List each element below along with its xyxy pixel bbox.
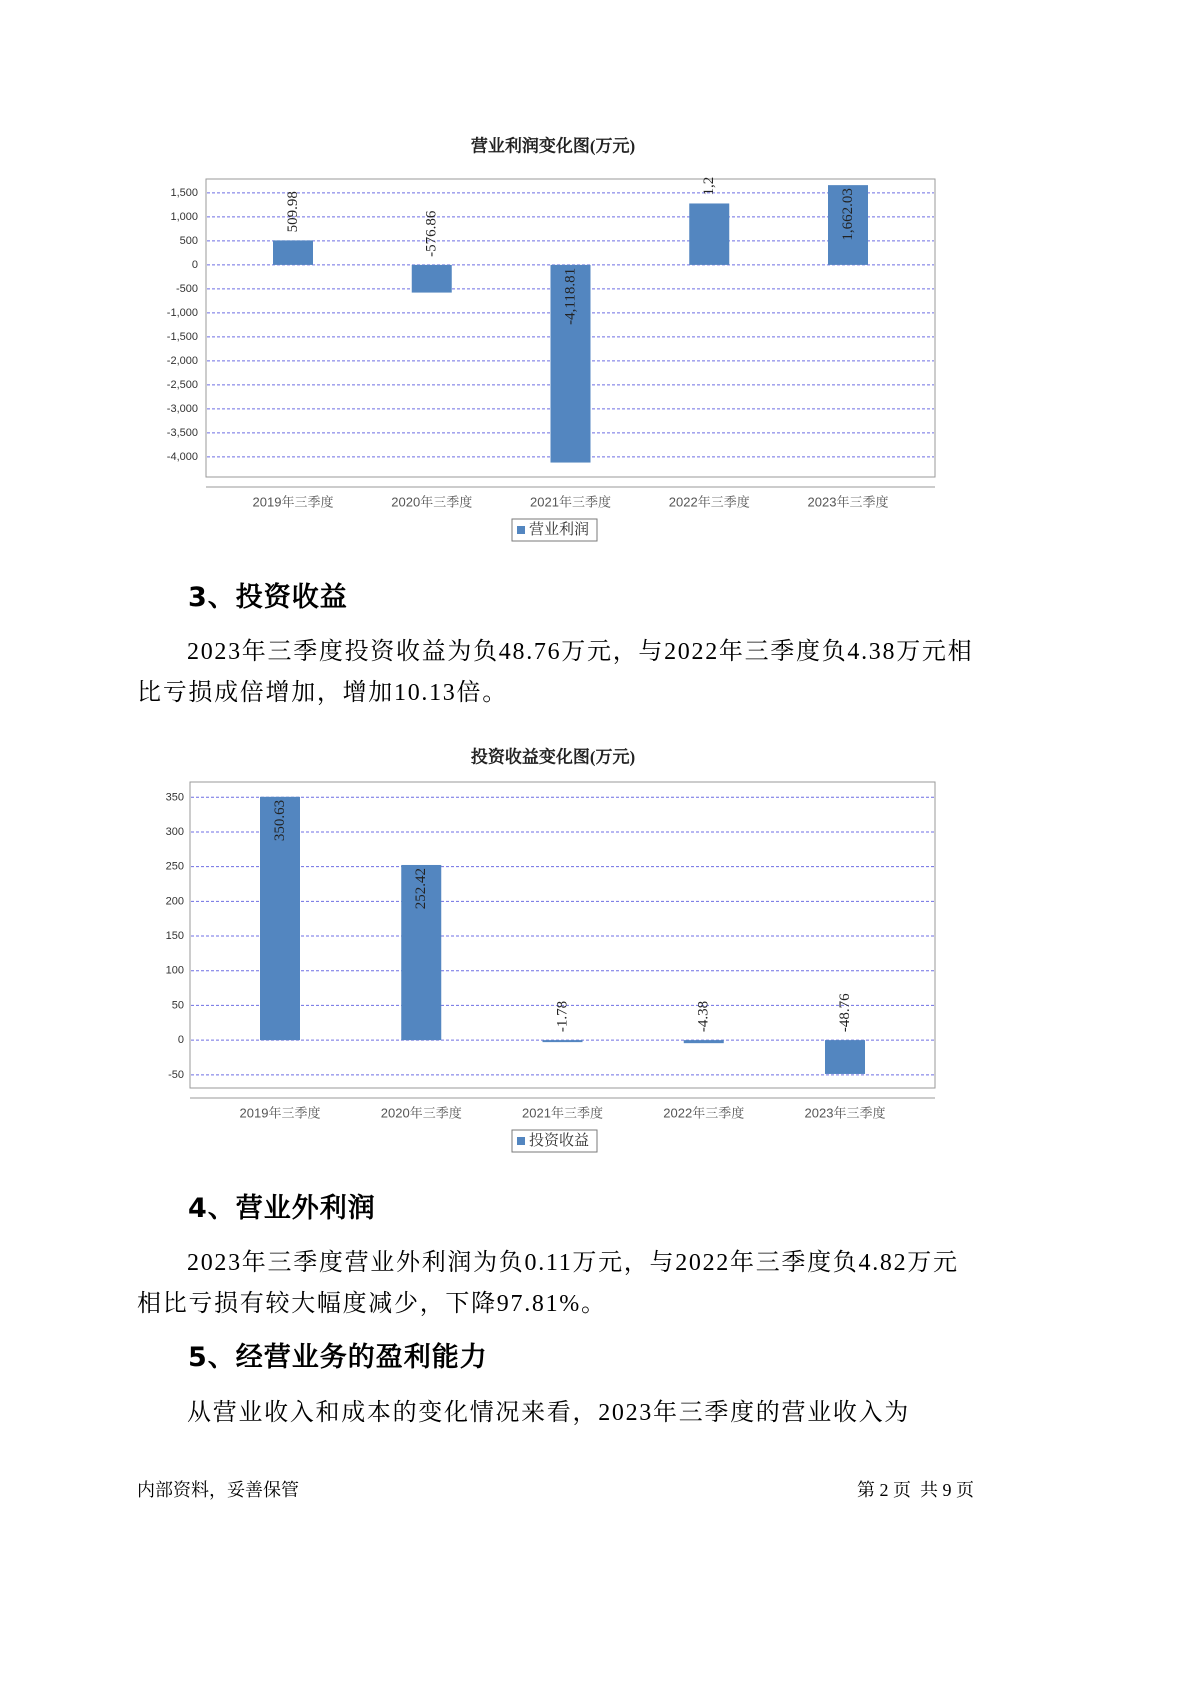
y-tick-label: -1,000 (166, 306, 198, 319)
y-tick-label: 500 (179, 234, 198, 247)
investment-income-chart (0, 730, 1191, 1170)
y-tick-label: -50 (168, 1068, 184, 1081)
chart-title: 投资收益变化图(万元) (470, 747, 636, 767)
section-3-text-line-2: 比亏损成倍增加，增加10.13倍。 (137, 680, 508, 706)
y-tick-label: 1,000 (170, 210, 198, 223)
footer-confidential-note: 内部资料，妥善保管 (137, 1480, 299, 1500)
legend (512, 519, 597, 541)
y-tick-label: 300 (165, 825, 184, 838)
data-label: -4.38 (695, 1000, 712, 1033)
section-5-text-line-1: 从营业收入和成本的变化情况来看，2023年三季度的营业收入为 (187, 1400, 910, 1426)
y-tick-label: 250 (165, 860, 184, 873)
data-label: -48.76 (837, 993, 853, 1033)
legend-label: 营业利润 (529, 522, 590, 538)
x-tick-label: 2020年三季度 (391, 494, 473, 510)
x-tick-label: 2020年三季度 (380, 1105, 462, 1121)
section-5-heading: 5、经营业务的盈利能力 (188, 1342, 488, 1373)
y-tick-label: -2,000 (166, 354, 198, 367)
data-label: -1.78 (554, 1000, 571, 1033)
y-tick-label: -4,000 (166, 450, 198, 463)
y-tick-label: 150 (165, 930, 184, 943)
x-tick-label: 2022年三季度 (663, 1105, 745, 1121)
y-tick-label: -3,500 (166, 426, 198, 439)
data-label: 252.42 (413, 867, 430, 910)
y-tick-label: -500 (175, 282, 198, 295)
y-tick-label: -3,000 (166, 402, 198, 415)
x-tick-label: 2023年三季度 (804, 1105, 886, 1121)
data-label: -576.86 (423, 210, 440, 257)
x-tick-label: 2019年三季度 (252, 494, 334, 510)
x-tick-label: 2021年三季度 (530, 494, 611, 510)
section-3-text-line-1: 2023年三季度投资收益为负48.76万元，与2022年三季度负4.38万元相 (187, 639, 974, 665)
operating-profit-chart (0, 120, 1191, 560)
data-label: 350.63 (272, 799, 288, 842)
data-label: 1,2 (701, 176, 718, 196)
legend-label: 投资收益 (529, 1133, 590, 1149)
y-tick-label: -2,500 (166, 378, 198, 391)
chart-title: 营业利润变化图(万元) (470, 136, 636, 156)
bar (825, 1040, 865, 1074)
section-3-heading: 3、投资收益 (188, 582, 348, 613)
y-tick-label: -1,500 (166, 330, 198, 343)
y-tick-label: 100 (165, 964, 184, 977)
y-tick-label: 200 (165, 895, 184, 908)
footer-page-number: 第 2 页 共 9 页 (857, 1480, 974, 1500)
data-label: -4,118.81 (562, 267, 579, 325)
x-tick-label: 2022年三季度 (668, 494, 750, 510)
y-tick-label: 350 (165, 791, 184, 804)
section-4-text-line-1: 2023年三季度营业外利润为负0.11万元，与2022年三季度负4.82万元 (187, 1250, 959, 1276)
bar (543, 1040, 583, 1042)
data-label: 509.98 (285, 191, 301, 233)
bar (684, 1040, 724, 1043)
bar (412, 265, 452, 293)
section-4-text-line-2: 相比亏损有较大幅度减少，下降97.81%。 (137, 1291, 607, 1317)
x-tick-label: 2019年三季度 (239, 1105, 321, 1121)
legend (512, 1130, 597, 1152)
legend-swatch (517, 1137, 525, 1145)
x-tick-label: 2023年三季度 (807, 494, 889, 510)
data-label: 1,662.03 (840, 188, 856, 241)
bar (689, 203, 729, 264)
bar (273, 240, 313, 264)
section-4-heading: 4、营业外利润 (188, 1193, 376, 1224)
legend-swatch (517, 526, 525, 534)
x-tick-label: 2021年三季度 (522, 1105, 603, 1121)
y-tick-label: 50 (171, 999, 184, 1012)
y-tick-label: 1,500 (170, 186, 198, 199)
y-tick-label: 0 (191, 258, 198, 271)
y-tick-label: 0 (177, 1034, 184, 1047)
